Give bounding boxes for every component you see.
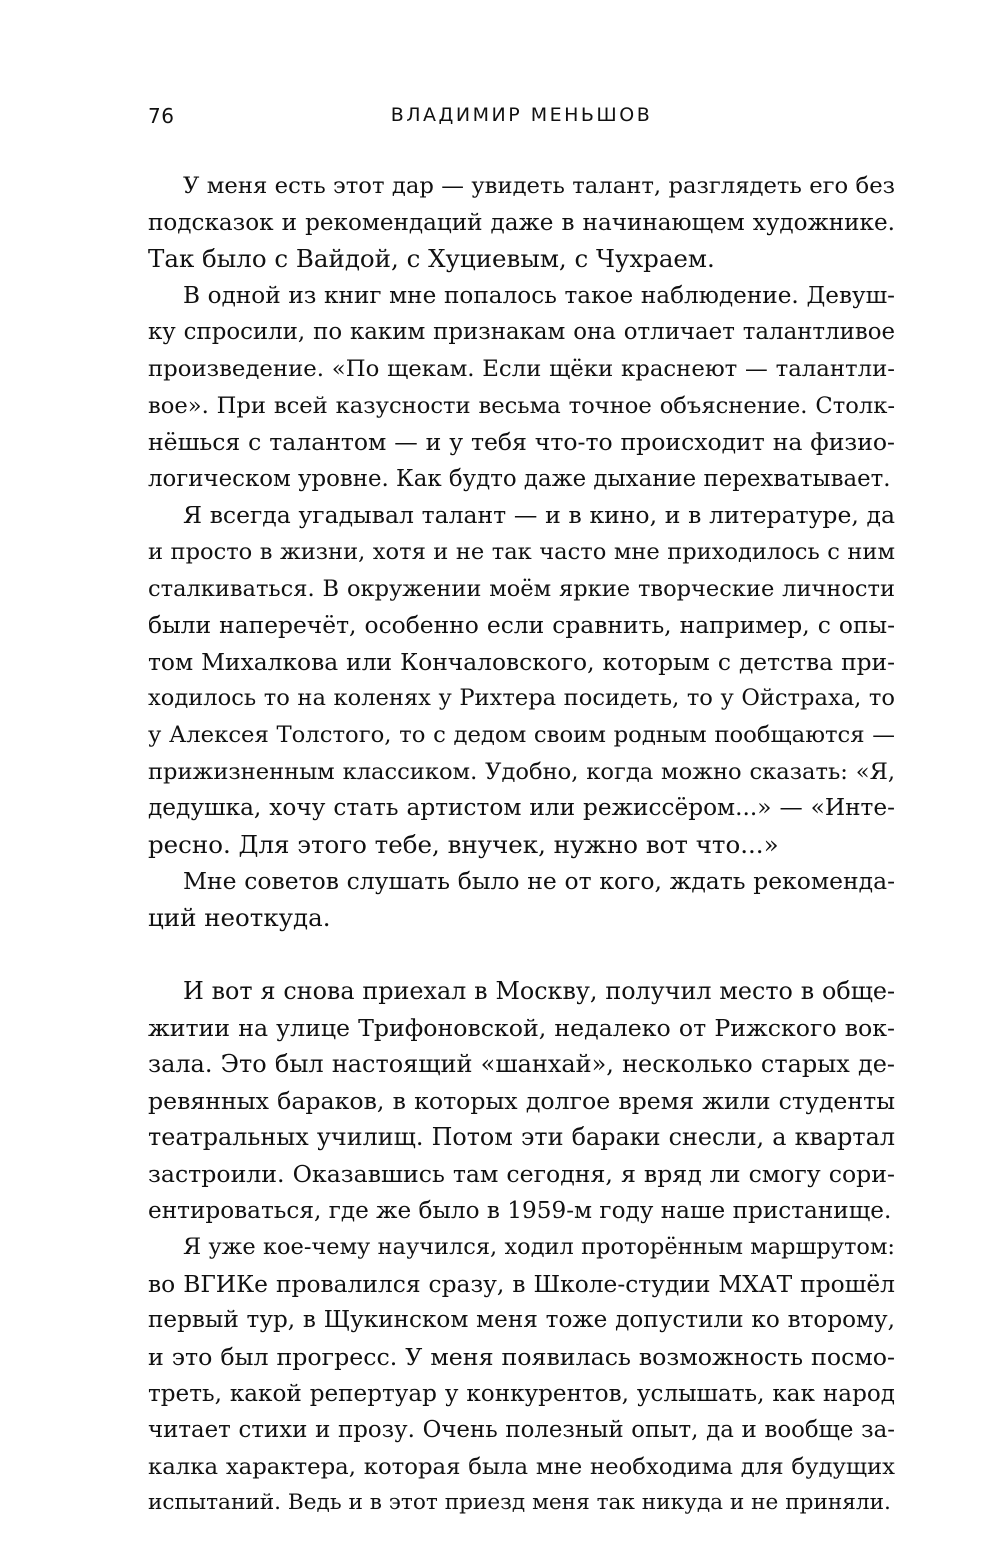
text-line: ревянных бараков, в которых долгое время жили студенты bbox=[148, 1086, 895, 1115]
text-line: и просто в жизни, хотя и не так часто мне приходилось с ним bbox=[148, 538, 895, 565]
text-line: произведение. «По щекам. Если щёки краснеют — талантли- bbox=[148, 355, 895, 382]
text-line: сталкиваться. В окружении моём яркие творческие личности bbox=[148, 575, 895, 602]
text-line: житии на улице Трифоновской, недалеко от Рижского вок- bbox=[148, 1013, 895, 1042]
text-line: ресно. Для этого тебе, внучек, нужно вот что...» bbox=[148, 829, 779, 859]
text-line: первый тур, в Щукинском меня тоже допустили ко второму, bbox=[148, 1307, 895, 1334]
text-line: испытаний. Ведь и в этот приезд меня так никуда и не приняли. bbox=[148, 1490, 891, 1516]
text-line: В одной из книг мне попалось такое наблюдение. Девуш- bbox=[183, 282, 895, 309]
text-line: нёшься с талантом — и у тебя что-то происходит на физио- bbox=[148, 428, 895, 457]
text-line: прижизненным классиком. Удобно, когда можно сказать: «Я, bbox=[148, 758, 895, 785]
text-line: были наперечёт, особенно если сравнить, например, с опы- bbox=[148, 611, 895, 640]
text-line: и это был прогресс. У меня появилась возможность посмо- bbox=[148, 1343, 895, 1371]
text-line: вое». При всей казусности весьма точное объяснение. Столк- bbox=[148, 392, 895, 419]
text-line: У меня есть этот дар — увидеть талант, разглядеть его без bbox=[183, 173, 895, 199]
text-line: во ВГИКе провалился сразу, в Школе-студии МХАТ прошёл bbox=[148, 1269, 895, 1298]
text-line: Так было с Вайдой, с Хуциевым, с Чухраем. bbox=[148, 244, 715, 274]
text-line: ентироваться, где же было в 1959-м году наше пристанище. bbox=[148, 1197, 892, 1224]
text-line: том Михалкова или Кончаловского, которым с детства при- bbox=[148, 647, 895, 676]
text-line: логическом уровне. Как будто даже дыхание перехватывает. bbox=[148, 465, 891, 492]
paragraph bbox=[148, 973, 895, 1229]
text-line: застроили. Оказавшись там сегодня, я вряд ли смогу сори- bbox=[148, 1160, 895, 1189]
text-line: треть, какой репертуар у конкурентов, услышать, как народ bbox=[148, 1380, 895, 1407]
text-line: ходилось то на коленях у Рихтера посидеть, то у Ойстраха, то bbox=[148, 685, 895, 712]
text-line: подсказок и рекомендаций даже в начинающем художнике. bbox=[148, 209, 895, 236]
paragraph bbox=[148, 168, 895, 278]
text-line: читает стихи и прозу. Очень полезный опыт, да и вообще за- bbox=[148, 1417, 895, 1444]
running-head: ВЛАДИМИР МЕНЬШОВ bbox=[390, 104, 653, 126]
paragraph bbox=[148, 863, 895, 936]
page-number: 76 bbox=[148, 104, 175, 128]
text-line: зала. Это был настоящий «шанхай», несколько старых де- bbox=[148, 1050, 895, 1079]
text-line: дедушка, хочу стать артистом или режиссёром...» — «Инте- bbox=[148, 794, 895, 822]
text-line: калка характера, которая была мне необходима для будущих bbox=[148, 1453, 895, 1480]
paragraph bbox=[148, 1229, 895, 1522]
text-line: Я всегда угадывал талант — и в кино, и в литературе, да bbox=[183, 501, 895, 530]
text-line: Мне советов слушать было не от кого, ждать рекоменда- bbox=[183, 867, 895, 896]
text-line: ку спросили, по каким признакам она отличает талантливое bbox=[148, 319, 895, 346]
paragraph bbox=[148, 497, 895, 863]
text-line: театральных училищ. Потом эти бараки снесли, а квартал bbox=[148, 1123, 895, 1152]
text-line: И вот я снова приехал в Москву, получил место в обще- bbox=[183, 977, 895, 1006]
text-line: Я уже кое-чему научился, ходил проторённым маршрутом: bbox=[183, 1234, 895, 1261]
paragraph bbox=[148, 278, 895, 498]
section-break bbox=[148, 936, 895, 973]
text-line: ций неоткуда. bbox=[148, 902, 331, 932]
book-text bbox=[148, 168, 895, 1522]
text-line: у Алексея Толстого, то с дедом своим родным пообщаются — bbox=[148, 721, 895, 748]
